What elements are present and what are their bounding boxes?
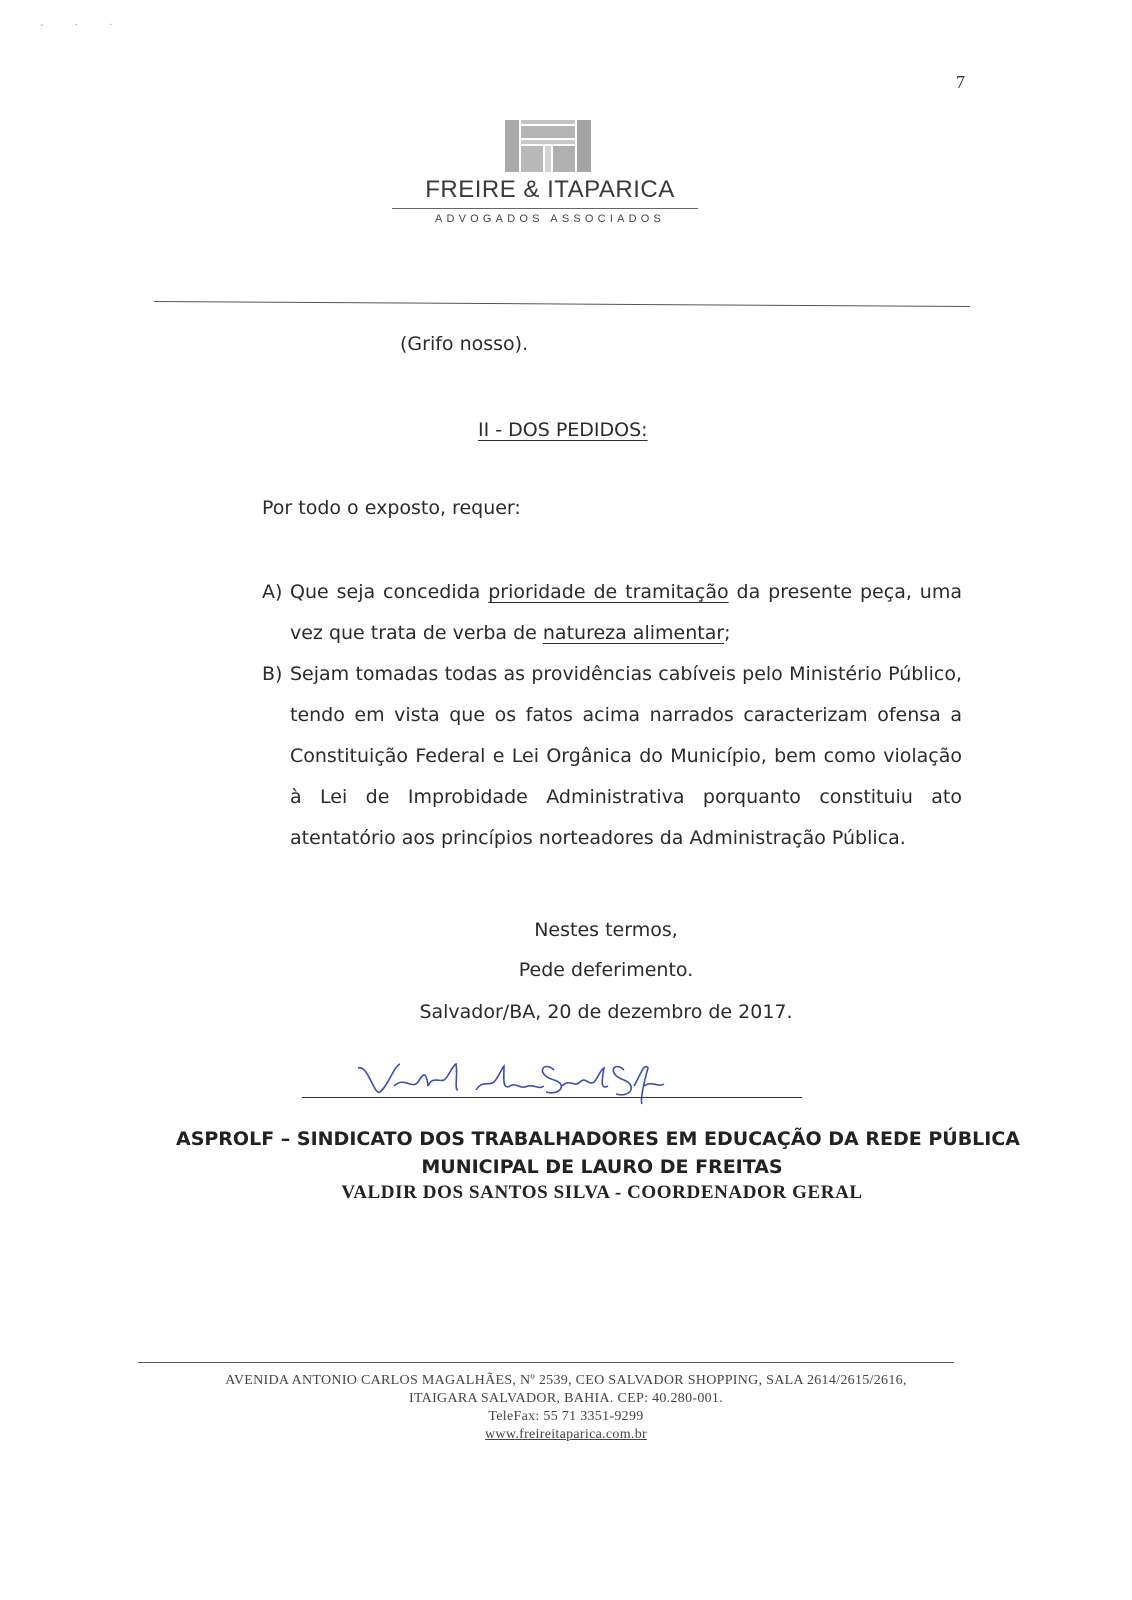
request-a-highlight-priority: prioridade de tramitação — [488, 581, 729, 603]
organization-name-line-2: MUNICIPAL DE LAURO DE FREITAS — [421, 1156, 783, 1178]
footer-phone: TeleFax: 55 71 3351-9299 — [488, 1409, 644, 1424]
organization-name-line-1: ASPROLF – SINDICATO DOS TRABALHADORES EM EDUCAÇÃO DA REDE PÚBLICA — [175, 1128, 1021, 1150]
handwritten-signature — [348, 1056, 668, 1106]
firm-monogram-icon — [505, 120, 593, 172]
place-date: Salvador/BA, 20 de dezembro de 2017. — [419, 1001, 793, 1023]
request-a-text-part: ; — [724, 622, 731, 644]
closing-line-1: Nestes termos, — [534, 919, 678, 941]
signer-name-title: VALDIR DOS SANTOS SILVA - COORDENADOR GERAL — [341, 1182, 863, 1203]
emphasis-note: (Grifo nosso). — [400, 333, 529, 355]
header-rule — [154, 301, 970, 307]
section-title: II - DOS PEDIDOS: — [478, 419, 648, 441]
firm-name-divider — [392, 208, 698, 209]
footer-website[interactable]: www.freireitaparica.com.br — [485, 1427, 647, 1442]
signature-line — [302, 1097, 802, 1098]
page-number: 7 — [956, 72, 965, 92]
footer-address-1: AVENIDA ANTONIO CARLOS MAGALHÃES, Nº 2539, CEO SALVADOR SHOPPING, SALA 2614/2615/2616, — [225, 1373, 907, 1388]
request-a-text-part: da presente peça, uma vez que trata de verba de — [290, 581, 962, 644]
scan-specks: - · · — [40, 20, 127, 31]
footer-address-2: ITAIGARA SALVADOR, BAHIA. CEP: 40.280-001. — [408, 1391, 724, 1406]
request-b-letter: B) — [262, 663, 283, 685]
intro-paragraph: Por todo o exposto, requer: — [262, 497, 521, 519]
request-b-text: Sejam tomadas todas as providências cabíveis pelo Ministério Público, tendo em vista que os fatos acima narrados caracterizam ofensa a Constituição Federal e Lei Orgânica do Município, bem como violação à Lei de Improbidade Administrativa porquanto constituiu ato atentatório aos princípios norteadores da Administração Pública. — [290, 663, 962, 849]
footer-rule — [138, 1362, 954, 1363]
request-a-letter: A) — [262, 581, 283, 603]
firm-subtitle: ADVOGADOS ASSOCIADOS — [434, 213, 666, 225]
request-a-text-part: Que seja concedida — [290, 581, 489, 603]
firm-name: FREIRE & ITAPARICA — [425, 176, 675, 203]
closing-line-2: Pede deferimento. — [518, 959, 694, 981]
request-a-highlight-alimentar: natureza alimentar — [542, 622, 725, 644]
request-a-text — [290, 572, 962, 654]
